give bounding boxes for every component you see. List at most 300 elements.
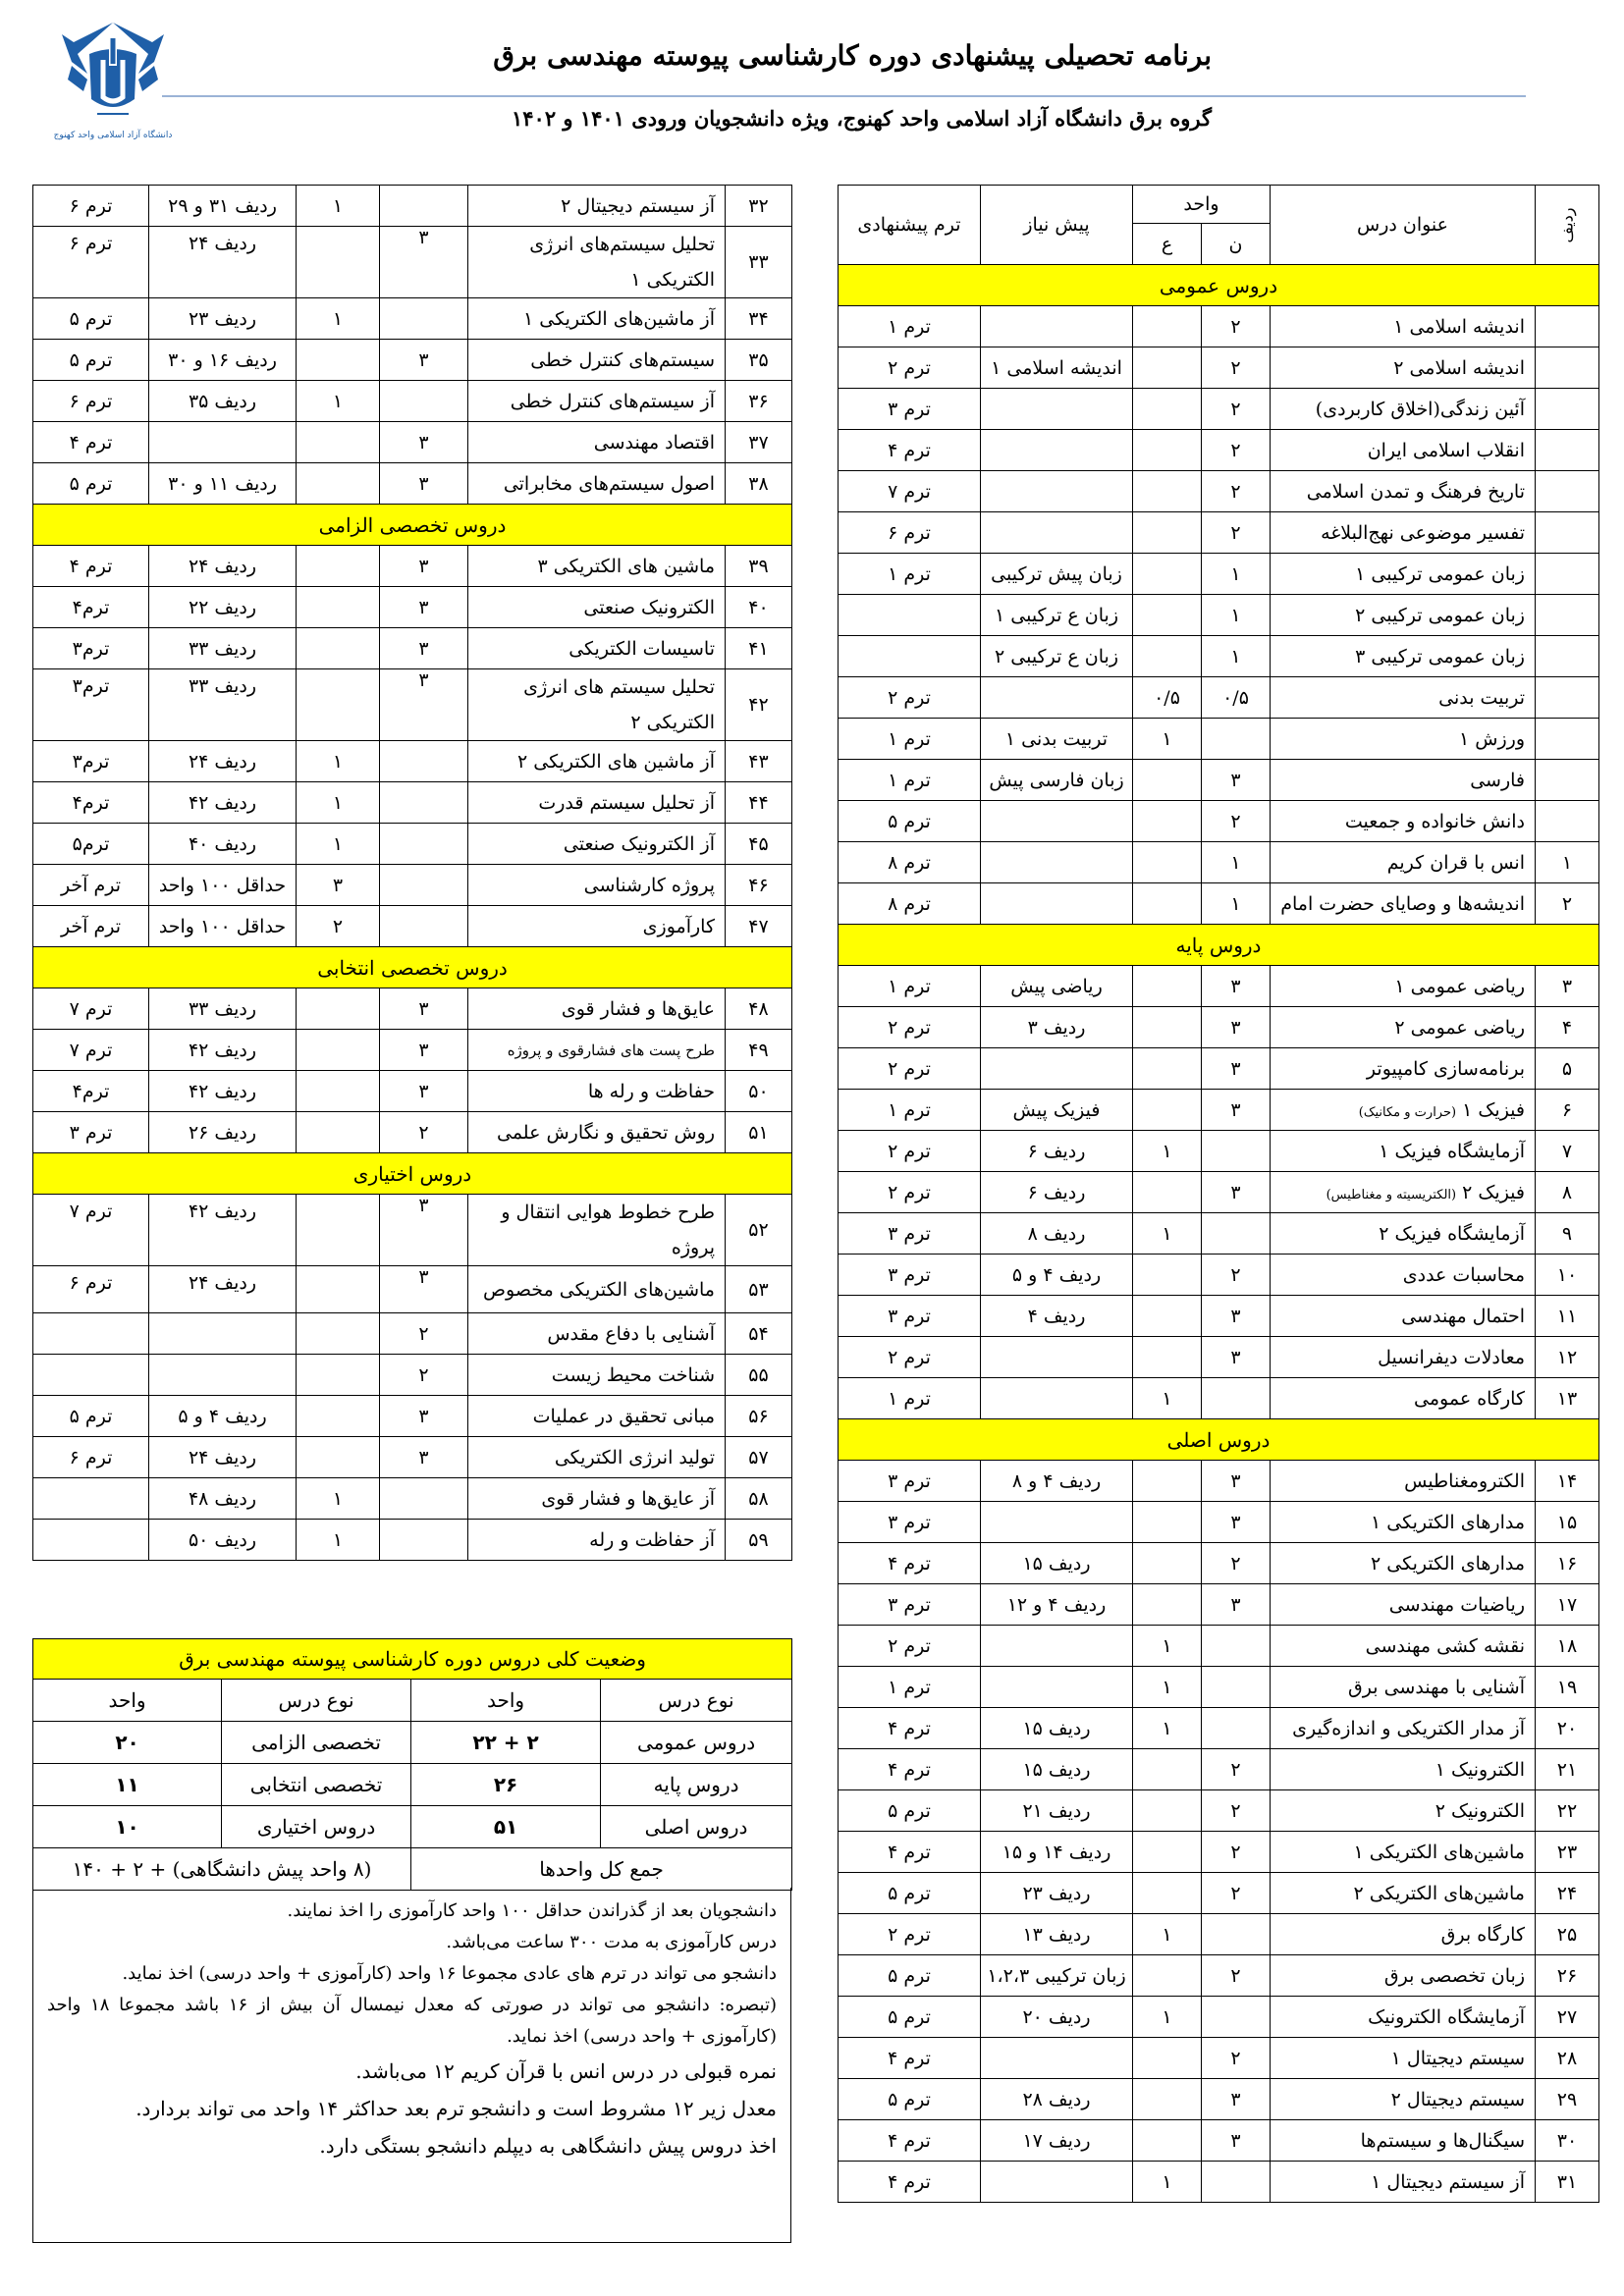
section-title: دروس تخصصی الزامی (33, 505, 792, 546)
course-unit-theory (380, 1520, 468, 1561)
course-title-text: ریاضی عمومی ۱ (1394, 975, 1525, 997)
course-unit-theory (380, 1478, 468, 1520)
course-term: ترم ۳ (839, 1584, 981, 1626)
course-row (839, 883, 1599, 925)
course-unit-theory (1202, 1626, 1271, 1667)
course-prereq (981, 430, 1133, 471)
course-unit-practical (297, 463, 380, 505)
course-row (839, 1296, 1599, 1337)
course-row (839, 1461, 1599, 1502)
course-title (1271, 1914, 1536, 1955)
course-row (33, 1313, 792, 1355)
course-title-text: سیگنال‌ها و سیستم‌ها (1360, 2129, 1525, 2152)
course-number: ۴۱ (726, 628, 792, 669)
summary-h-unit-1: واحد (411, 1680, 601, 1722)
section-title: دروس تخصصی انتخابی (33, 947, 792, 988)
course-title (468, 669, 726, 741)
course-title (1271, 1048, 1536, 1090)
course-title-text: تولید انرژی الکتریکی (554, 1446, 715, 1468)
course-unit-practical: ۱ (1133, 1914, 1202, 1955)
course-title-text: محاسبات عددی (1402, 1263, 1525, 1286)
course-title-text: ماشین‌های الکتریکی ۱ (1353, 1841, 1525, 1863)
course-row (839, 1502, 1599, 1543)
course-title (1271, 1997, 1536, 2038)
course-unit-theory: ۲ (380, 1112, 468, 1153)
course-title (1271, 1296, 1536, 1337)
summary-units: ۲ + ۲۲ (411, 1722, 601, 1764)
course-prereq (149, 1313, 297, 1355)
course-unit-theory: ۱ (1202, 883, 1271, 925)
course-unit-theory: ۱ (1202, 636, 1271, 677)
course-row (839, 801, 1599, 842)
course-term: ترم ۷ (33, 1195, 149, 1266)
course-title-note: (الکتریسیته و مغناطیس) (1326, 1187, 1457, 1202)
course-title (1271, 1502, 1536, 1543)
university-logo (54, 15, 172, 162)
course-term: ترم آخر (33, 906, 149, 947)
course-term: ترم ۲ (839, 347, 981, 389)
course-term: ترم ۵ (839, 2079, 981, 2120)
course-unit-practical: ۱ (1133, 1131, 1202, 1172)
course-row (839, 595, 1599, 636)
course-title-text: کارگاه برق (1440, 1923, 1525, 1946)
course-unit-theory: ۰/۵ (1202, 677, 1271, 719)
course-row (839, 966, 1599, 1007)
course-term: ترم ۳ (839, 1213, 981, 1255)
course-unit-practical (1133, 2120, 1202, 2162)
course-unit-practical (297, 669, 380, 741)
course-unit-theory: ۱ (1202, 842, 1271, 883)
course-unit-theory (1202, 1213, 1271, 1255)
course-title (1271, 1708, 1536, 1749)
course-title-text: مدارهای الکتریکی ۱ (1371, 1511, 1525, 1533)
course-unit-practical: ۱ (297, 1478, 380, 1520)
course-prereq: ریاضی پیش (981, 966, 1133, 1007)
course-prereq: ردیف ۴ و ۵ (149, 1396, 297, 1437)
course-title-text: تحلیل سیستم های انرژی الکتریکی ۲ (523, 676, 715, 733)
course-unit-theory: ۳ (1202, 2120, 1271, 2162)
course-unit-theory (380, 741, 468, 782)
course-title (1271, 2162, 1536, 2203)
course-title-text: ریاضیات مهندسی (1388, 1593, 1525, 1616)
summary-section-row (33, 1639, 792, 1680)
course-title (468, 1030, 726, 1071)
course-unit-theory: ۲ (1202, 347, 1271, 389)
course-row (839, 1997, 1599, 2038)
course-prereq: ردیف ۱۵ (981, 1708, 1133, 1749)
course-unit-practical: ۱ (1133, 719, 1202, 760)
course-term: ترم ۲ (839, 1007, 981, 1048)
course-prereq: ردیف ۳۳ (149, 988, 297, 1030)
section-title: دروس اختیاری (33, 1153, 792, 1195)
header-row-no (1536, 186, 1599, 265)
course-number (1536, 471, 1599, 512)
course-prereq: ردیف ۳ (981, 1007, 1133, 1048)
summary-h-type-1: نوع درس (601, 1680, 792, 1722)
course-title-text: طرح خطوط هوایی انتقال و پروژه (501, 1201, 715, 1258)
course-title (1271, 883, 1536, 925)
course-term (839, 636, 981, 677)
course-unit-theory (380, 824, 468, 865)
course-row (839, 471, 1599, 512)
course-unit-theory: ۲ (1202, 1955, 1271, 1997)
course-unit-practical (1133, 512, 1202, 554)
course-prereq: ردیف ۱۵ (981, 1749, 1133, 1790)
course-unit-theory: ۳ (380, 1071, 468, 1112)
course-title (1271, 1172, 1536, 1213)
course-number (1536, 801, 1599, 842)
course-unit-practical (1133, 554, 1202, 595)
course-title (1271, 1213, 1536, 1255)
course-unit-theory: ۳ (1202, 1048, 1271, 1090)
course-prereq: ردیف ۴ (981, 1296, 1133, 1337)
course-title (1271, 1337, 1536, 1378)
course-term: ترم ۲ (839, 1914, 981, 1955)
course-number: ۱۴ (1536, 1461, 1599, 1502)
course-title (1271, 1131, 1536, 1172)
header-prereq: پیش نیاز (981, 186, 1133, 265)
course-unit-theory: ۲ (380, 1313, 468, 1355)
summary-units: ۲۰ (33, 1722, 222, 1764)
course-unit-theory: ۳ (1202, 1007, 1271, 1048)
course-unit-theory (380, 906, 468, 947)
course-prereq (981, 1337, 1133, 1378)
course-term: ترم ۴ (839, 2162, 981, 2203)
course-title-text: ورزش ۱ (1459, 727, 1525, 750)
course-unit-theory: ۳ (380, 1437, 468, 1478)
course-prereq: ردیف ۲۱ (981, 1790, 1133, 1832)
course-unit-practical (1133, 1543, 1202, 1584)
course-term: ترم ۶ (33, 1437, 149, 1478)
course-number: ۵۸ (726, 1478, 792, 1520)
course-title-text: آزمایشگاه فیزیک ۱ (1379, 1140, 1525, 1162)
course-unit-theory: ۲ (1202, 1873, 1271, 1914)
course-number: ۴۶ (726, 865, 792, 906)
course-term: ترم۵ (33, 824, 149, 865)
course-title (468, 824, 726, 865)
course-title (1271, 1873, 1536, 1914)
course-row (839, 1172, 1599, 1213)
course-table-left (32, 185, 792, 1561)
course-unit-theory: ۲ (1202, 430, 1271, 471)
course-row (839, 2120, 1599, 2162)
summary-row (33, 1722, 792, 1764)
course-prereq: ردیف ۴ و ۵ (981, 1255, 1133, 1296)
course-unit-practical (1133, 389, 1202, 430)
course-title (468, 1112, 726, 1153)
summary-h-unit-2: واحد (33, 1680, 222, 1722)
course-unit-practical (1133, 1172, 1202, 1213)
course-unit-practical (1133, 1955, 1202, 1997)
course-title (1271, 1955, 1536, 1997)
course-title (1271, 2079, 1536, 2120)
course-term: ترم ۲ (839, 1131, 981, 1172)
course-unit-practical (297, 1396, 380, 1437)
course-unit-practical (1133, 2038, 1202, 2079)
course-title (1271, 1007, 1536, 1048)
course-title (1271, 1749, 1536, 1790)
course-number: ۵۴ (726, 1313, 792, 1355)
course-title-text: آز ماشین‌های الکتریکی ۱ (523, 307, 715, 330)
course-title-text: ریاضی عمومی ۲ (1394, 1016, 1525, 1039)
course-number: ۳۶ (726, 381, 792, 422)
course-title-text: پروژه کارشناسی (583, 874, 715, 896)
course-row (33, 824, 792, 865)
course-row (839, 1378, 1599, 1419)
course-unit-theory: ۳ (1202, 1090, 1271, 1131)
course-unit-theory (380, 298, 468, 340)
course-title-text: الکترونیک صنعتی (583, 596, 715, 618)
course-unit-theory: ۱ (1202, 595, 1271, 636)
course-row (33, 906, 792, 947)
course-unit-theory (1202, 2162, 1271, 2203)
course-title-text: آز تحلیل سیستم قدرت (538, 791, 715, 814)
course-unit-practical (1133, 2079, 1202, 2120)
course-term: ترم آخر (33, 865, 149, 906)
course-number: ۱۰ (1536, 1255, 1599, 1296)
course-term: ترم ۲ (839, 677, 981, 719)
course-prereq (981, 471, 1133, 512)
course-title (468, 1266, 726, 1313)
course-term: ترم ۵ (33, 1396, 149, 1437)
course-unit-practical (297, 1071, 380, 1112)
course-title-text: اندیشه‌ها و وصایای حضرت امام (1280, 892, 1525, 915)
course-title (468, 186, 726, 227)
course-row (839, 1090, 1599, 1131)
course-title (468, 1355, 726, 1396)
course-row (839, 636, 1599, 677)
course-unit-practical: ۱ (1133, 1997, 1202, 2038)
course-term: ترم۳ (33, 628, 149, 669)
course-unit-practical (1133, 842, 1202, 883)
course-prereq: ردیف ۲۸ (981, 2079, 1133, 2120)
course-term: ترم ۵ (839, 1955, 981, 1997)
course-prereq: ردیف ۵۰ (149, 1520, 297, 1561)
course-title-note: (حرارت و مکانیک) (1358, 1104, 1457, 1120)
course-number: ۴۸ (726, 988, 792, 1030)
course-row (839, 2079, 1599, 2120)
course-term: ترم ۱ (839, 966, 981, 1007)
course-title-text: ماشین‌های الکتریکی ۲ (1353, 1882, 1525, 1904)
course-row (33, 628, 792, 669)
course-unit-theory: ۲ (1202, 1749, 1271, 1790)
course-term: ترم ۵ (839, 1997, 981, 2038)
course-prereq: زبان فارسی پیش (981, 760, 1133, 801)
course-number: ۱۵ (1536, 1502, 1599, 1543)
summary-row (33, 1764, 792, 1806)
header-term (839, 186, 981, 265)
course-unit-practical: ۱ (297, 824, 380, 865)
course-unit-practical: ۱ (1133, 2162, 1202, 2203)
course-unit-theory: ۲ (1202, 1832, 1271, 1873)
course-title-text: اندیشه اسلامی ۲ (1393, 356, 1525, 379)
course-title-text: زبان تخصصی برق (1383, 1964, 1525, 1987)
course-row (839, 430, 1599, 471)
course-unit-theory: ۳ (380, 1396, 468, 1437)
course-unit-theory (1202, 1914, 1271, 1955)
course-title (1271, 1667, 1536, 1708)
course-term: ترم ۳ (839, 1502, 981, 1543)
course-title-text: آئین زندگی(اخلاق کاربردی) (1315, 398, 1525, 420)
course-number: ۳۱ (1536, 2162, 1599, 2203)
course-row (33, 1478, 792, 1520)
course-term (33, 1520, 149, 1561)
course-prereq: ردیف ۴۲ (149, 1030, 297, 1071)
course-unit-practical (297, 1437, 380, 1478)
course-number: ۳۴ (726, 298, 792, 340)
course-title-text: مبانی تحقیق در عملیات (532, 1405, 715, 1427)
course-prereq: حداقل ۱۰۰ واحد (149, 865, 297, 906)
logo-text: دانشگاه آزاد اسلامی واحد کهنوج (54, 131, 172, 140)
course-title-text: آز الکترونیک صنعتی (563, 832, 715, 855)
course-unit-theory: ۳ (1202, 1296, 1271, 1337)
course-row (33, 186, 792, 227)
course-term: ترم ۱ (839, 554, 981, 595)
course-title (1271, 554, 1536, 595)
course-title (1271, 677, 1536, 719)
course-title-text: نقشه کشی مهندسی (1365, 1634, 1525, 1657)
course-unit-theory: ۳ (1202, 1584, 1271, 1626)
course-unit-theory: ۳ (380, 669, 468, 741)
course-number: ۵۹ (726, 1520, 792, 1561)
course-term: ترم ۲ (839, 1626, 981, 1667)
course-unit-practical (1133, 1873, 1202, 1914)
course-prereq: ردیف ۱۷ (981, 2120, 1133, 2162)
course-number (1536, 512, 1599, 554)
note: نمره قبولی در درس انس با قرآن کریم ۱۲ می‌باشد. (355, 2059, 777, 2083)
course-prereq: ردیف ۳۱ و ۲۹ (149, 186, 297, 227)
course-unit-practical (1133, 1337, 1202, 1378)
course-prereq: زبان ترکیبی ۱،۲،۳ (981, 1955, 1133, 1997)
course-prereq: ردیف ۸ (981, 1213, 1133, 1255)
course-title-text: انس با قران کریم (1386, 851, 1525, 874)
section-row (33, 1153, 792, 1195)
course-unit-practical: ۱ (1133, 1708, 1202, 1749)
course-title-text: آز سیستم دیجیتال ۱ (1371, 2170, 1525, 2193)
header-row-no-label: ردیف (1557, 207, 1577, 243)
course-unit-theory: ۳ (380, 422, 468, 463)
course-title-text: تاریخ فرهنگ و تمدن اسلامی (1306, 480, 1525, 503)
course-unit-theory: ۳ (1202, 1172, 1271, 1213)
course-prereq: ردیف ۲۴ (149, 227, 297, 298)
section-row (33, 947, 792, 988)
course-title (1271, 1461, 1536, 1502)
course-prereq: ردیف ۶ (981, 1172, 1133, 1213)
course-term: ترم ۴ (33, 422, 149, 463)
summary-units: ۲۶ (411, 1764, 601, 1806)
course-title (468, 463, 726, 505)
course-term: ترم ۵ (839, 1790, 981, 1832)
course-number: ۵۵ (726, 1355, 792, 1396)
course-row (33, 1396, 792, 1437)
course-unit-practical: ۲ (297, 906, 380, 947)
section-row (839, 265, 1599, 306)
course-prereq: ردیف ۴۲ (149, 1195, 297, 1266)
course-unit-practical (1133, 1007, 1202, 1048)
course-unit-theory: ۳ (380, 546, 468, 587)
course-prereq (981, 842, 1133, 883)
course-title-text: فیزیک ۲ (1462, 1181, 1525, 1203)
course-row (33, 1071, 792, 1112)
course-unit-practical: ۱ (1133, 1378, 1202, 1419)
summary-units: ۱۱ (33, 1764, 222, 1806)
course-number: ۵۰ (726, 1071, 792, 1112)
course-title (1271, 347, 1536, 389)
course-title-text: حفاظت و رله ها (587, 1080, 715, 1102)
course-title-text: فارسی (1470, 769, 1525, 791)
course-number (1536, 306, 1599, 347)
course-title-text: زبان عمومی ترکیبی ۳ (1355, 645, 1525, 667)
course-prereq (981, 1378, 1133, 1419)
course-number: ۱۹ (1536, 1667, 1599, 1708)
course-prereq (981, 2038, 1133, 2079)
course-title-text: آز ماشین های الکتریکی ۲ (517, 750, 715, 773)
course-title-text: الکترونیک ۲ (1435, 1799, 1525, 1822)
course-unit-practical: ۱ (297, 186, 380, 227)
course-term: ترم ۴ (839, 1832, 981, 1873)
course-unit-practical (297, 227, 380, 298)
course-unit-practical (297, 1030, 380, 1071)
course-number: ۵۲ (726, 1195, 792, 1266)
summary-type: دروس اختیاری (222, 1806, 411, 1848)
course-prereq: ردیف ۱۶ و ۳۰ (149, 340, 297, 381)
course-prereq: حداقل ۱۰۰ واحد (149, 906, 297, 947)
course-title (468, 865, 726, 906)
course-term: ترم ۳ (839, 1296, 981, 1337)
course-title (1271, 2038, 1536, 2079)
course-unit-theory: ۳ (1202, 1502, 1271, 1543)
course-unit-theory: ۲ (1202, 1543, 1271, 1584)
course-prereq: تربیت بدنی ۱ (981, 719, 1133, 760)
course-term: ترم ۶ (839, 512, 981, 554)
course-term: ترم ۷ (839, 471, 981, 512)
course-number: ۱۷ (1536, 1584, 1599, 1626)
course-prereq: ردیف ۳۳ (149, 669, 297, 741)
course-title (1271, 1378, 1536, 1419)
course-prereq (981, 801, 1133, 842)
course-row (33, 227, 792, 298)
section-row (839, 1419, 1599, 1461)
course-row (33, 1112, 792, 1153)
course-term: ترم ۴ (839, 2038, 981, 2079)
course-unit-practical (1133, 1461, 1202, 1502)
course-unit-practical (1133, 347, 1202, 389)
course-title-text: کارگاه عمومی (1414, 1387, 1525, 1410)
course-prereq: ردیف ۲۶ (149, 1112, 297, 1153)
course-row (33, 1355, 792, 1396)
course-title-text: مدارهای الکتریکی ۲ (1371, 1552, 1525, 1575)
course-title-text: آشنایی با دفاع مقدس (547, 1322, 715, 1345)
course-row (839, 347, 1599, 389)
course-title (468, 381, 726, 422)
course-unit-practical (297, 546, 380, 587)
header-unit-a: ع (1133, 224, 1202, 265)
summary-units: ۵۱ (411, 1806, 601, 1848)
summary-h-type-2: نوع درس (222, 1680, 411, 1722)
page-title: برنامه تحصیلی پیشنهادی دوره کارشناسی پیوسته مهندسی برق (493, 39, 1212, 72)
course-title-text: تفسیر موضوعی نهج‌البلاغه (1321, 521, 1525, 544)
course-term: ترم ۵ (33, 340, 149, 381)
course-unit-theory (1202, 1131, 1271, 1172)
course-term: ترم ۶ (33, 227, 149, 298)
course-unit-practical (1133, 883, 1202, 925)
course-row (33, 463, 792, 505)
course-title-text: زبان عمومی ترکیبی ۱ (1355, 562, 1525, 585)
course-term (33, 1313, 149, 1355)
course-row (839, 389, 1599, 430)
course-number: ۳۳ (726, 227, 792, 298)
course-number (1536, 430, 1599, 471)
